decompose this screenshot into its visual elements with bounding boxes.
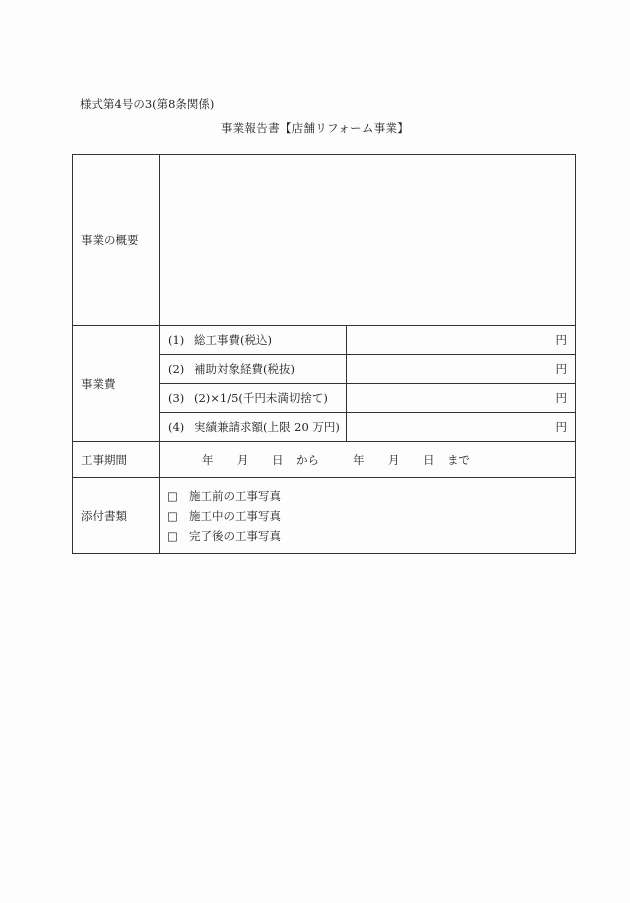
period-field[interactable] [160, 442, 576, 478]
cost-label: 事業費 [73, 326, 160, 442]
cost-amount-total[interactable] [347, 326, 576, 355]
attachment-item [160, 526, 575, 546]
overview-field[interactable] [160, 155, 576, 326]
cost-amount-eligible[interactable] [347, 355, 576, 384]
overview-row [73, 155, 576, 326]
cost-item-number: (3) [168, 391, 185, 405]
attachment-item [160, 486, 575, 506]
form-number: 様式第4号の3(第8条関係) [80, 97, 215, 111]
cost-item-total [160, 326, 347, 355]
attachment-label: 完了後の工事写真 [189, 528, 281, 543]
period-row [73, 442, 576, 478]
end-day-unit: 日 [423, 452, 435, 467]
yen-unit: 円 [555, 420, 567, 434]
attachment-item [160, 506, 575, 526]
cost-item-eligible [160, 355, 347, 384]
document-title: 事業報告書【店舗リフォーム事業】 [220, 121, 410, 135]
cost-row [73, 326, 576, 355]
cost-item-number: (2) [168, 362, 185, 376]
cost-item-claim [160, 413, 347, 442]
end-month-unit: 月 [388, 452, 400, 467]
cost-item-name: 実績兼請求額(上限 20 万円) [194, 420, 340, 434]
attachments-row [73, 478, 576, 554]
overview-label: 事業の概要 [73, 155, 160, 326]
report-table [72, 154, 576, 554]
cost-amount-claim[interactable] [347, 413, 576, 442]
cost-item-name: 補助対象経費(税抜) [194, 362, 295, 376]
cost-item-fifth [160, 384, 347, 413]
attachments-list [160, 478, 576, 554]
yen-unit: 円 [555, 362, 567, 376]
checkbox-icon[interactable]: □ [167, 488, 178, 503]
from-text: から [296, 452, 319, 467]
yen-unit: 円 [555, 391, 567, 405]
start-year-unit: 年 [202, 452, 214, 467]
cost-amount-fifth[interactable] [347, 384, 576, 413]
yen-unit: 円 [555, 333, 567, 347]
period-label: 工事期間 [73, 442, 160, 478]
attachment-label: 施工前の工事写真 [189, 488, 281, 503]
cost-item-number: (4) [168, 420, 185, 434]
attachments-label: 添付書類 [73, 478, 160, 554]
start-month-unit: 月 [237, 452, 249, 467]
end-year-unit: 年 [353, 452, 365, 467]
start-day-unit: 日 [272, 452, 284, 467]
cost-item-name: (2)×1/5(千円未満切捨て) [194, 391, 328, 405]
cost-item-number: (1) [168, 333, 185, 347]
checkbox-icon[interactable]: □ [167, 508, 178, 523]
attachment-label: 施工中の工事写真 [189, 508, 281, 523]
cost-item-name: 総工事費(税込) [194, 333, 272, 347]
until-text: まで [447, 452, 470, 467]
checkbox-icon[interactable]: □ [167, 528, 178, 543]
